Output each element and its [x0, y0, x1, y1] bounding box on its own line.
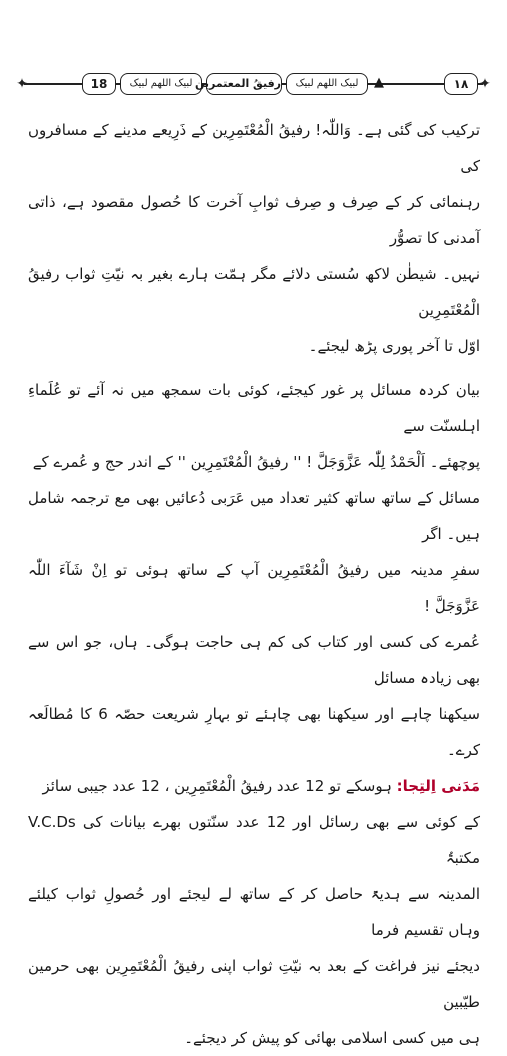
paragraph-masail [28, 372, 480, 768]
page-body [28, 112, 480, 1056]
text-line: بیان کردہ مسائل پر غور کیجئے، کوئی بات سمجھ میں نہ آئے تو عُلَماءِ اہلسنّت سے [28, 381, 480, 435]
text-line: مسائل کے ساتھ ساتھ کثیر تعداد میں عَرَبی دُعائیں بھی مع ترجمہ شامل ہیں۔ اگر [28, 489, 480, 543]
text-line: عُمرے کی کسی اور کتاب کی کم ہی حاجت ہوگی۔ ہاں، جو اس سے بھی زیادہ مسائل [28, 633, 480, 687]
paragraph-madani-iltija [28, 768, 480, 1056]
ornament-icon: ✦ [16, 76, 28, 92]
book-title: رفیقُ المعتمرین [206, 73, 282, 95]
text-line: المدینہ سے ہدیۃً حاصل کر کے ساتھ لے لیجئے اور حُصولِ ثواب کیلئے وہاں تقسیم فرما [28, 885, 480, 939]
paragraph-intro [28, 112, 480, 364]
text-line: ہی میں کسی اسلامی بھائی کو پیش کر دیجئے۔ [184, 1029, 480, 1047]
text-line: دیجئے نیز فراغت کے بعد بہ نیّتِ ثواب اپنی رفیقُ الْمُعْتَمِرِین بھی حرمین طیّبین [28, 957, 480, 1011]
text-span: ہوسکے تو 12 عدد رفیقُ الْمُعْتَمِرِین ، 12 عدد جیبی سائز [42, 777, 392, 795]
text-line: سیکھنا چاہے اور سیکھنا بھی چاہئے تو بہارِ شریعت حصّہ 6 کا مُطالَعہ کرے۔ [28, 705, 480, 759]
page-header [16, 72, 491, 96]
text-line: ترکیب کی گئی ہے۔ وَاللّٰہ! رفیقُ الْمُعْتَمِرِین کے ذَرِیعے مدینے کے مسافروں کی [28, 121, 480, 175]
text-line: پوچھئے۔ اَلْحَمْدُ لِلّٰہ عَزَّوَجَلَّ ! '' رفیقُ الْمُعْتَمِرِین '' کے اندر حج و عُمرے کے [32, 453, 480, 471]
text-line: کے کوئی سے بھی رسائل اور 12 عدد سنّتوں بھرے بیانات کی V.C.Ds مکتبۃُ [28, 813, 480, 867]
kaaba-icon: ▲ [374, 75, 384, 90]
text-line: نہیں۔ شیطٰن لاکھ سُستی دلائے مگر ہمّت ہارے بغیر بہ نیّتِ ثواب رفیقُ الْمُعْتَمِرِین [28, 265, 480, 319]
labbaik-label-left: لبیک اللھم لبیک [120, 73, 202, 95]
text-line [28, 768, 480, 804]
labbaik-label-right: لبیک اللھم لبیک [286, 73, 368, 95]
page-number-urdu: ١٨ [444, 73, 478, 95]
text-line: رہنمائی کر کے صِرف و صِرف ثوابِ آخرت کا حُصول مقصود ہے، ذاتی آمدنی کا تصوُّر [28, 193, 480, 247]
page-number: 18 [82, 73, 116, 95]
text-line: سفرِ مدینہ میں رفیقُ الْمُعْتَمِرِین آپ کے ساتھ ہوئی تو اِنْ شَآءَ اللّٰہ عَزَّوَجَلَّ ! [28, 561, 480, 615]
madani-iltija-heading: مَدَنی اِلتِجا: [396, 777, 480, 795]
ornament-icon: ✦ [479, 76, 491, 92]
text-line: اوّل تا آخر پوری پڑھ لیجئے۔ [308, 337, 480, 355]
